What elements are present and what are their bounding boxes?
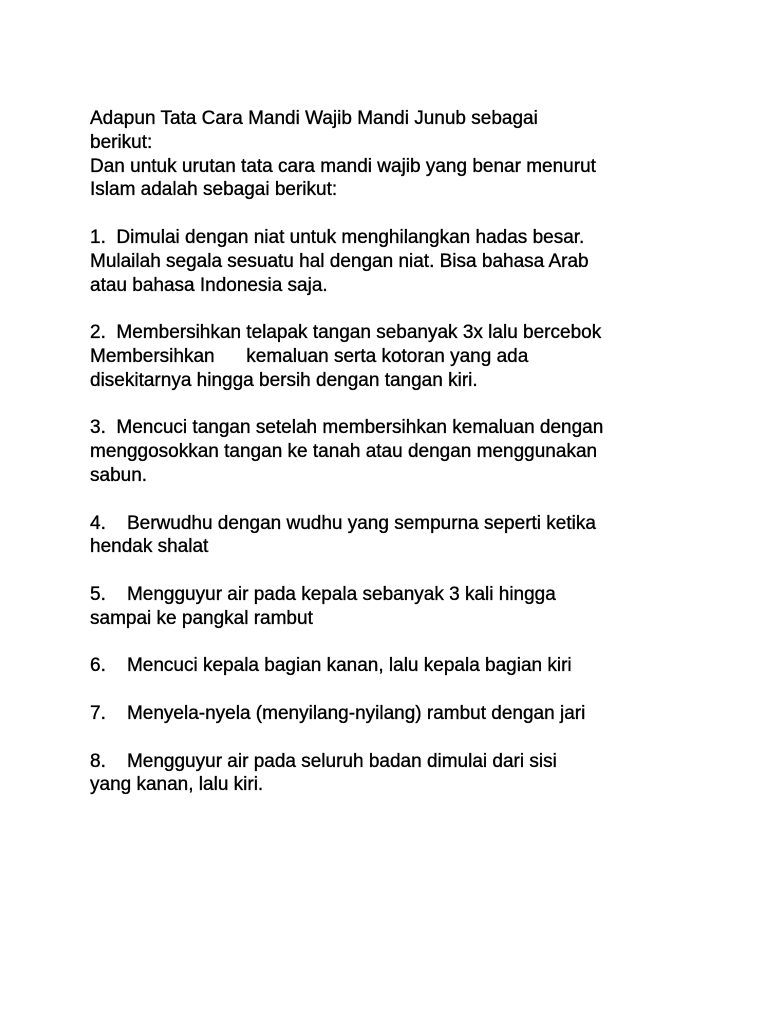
intro-paragraph bbox=[90, 107, 690, 202]
paragraph-gap bbox=[90, 202, 690, 226]
step-3 bbox=[90, 416, 690, 487]
step-line: 6. Mencuci kepala bagian kanan, lalu kepala bagian kiri bbox=[90, 655, 572, 677]
intro-line: Adapun Tata Cara Mandi Wajib Mandi Junub sebagai bbox=[90, 108, 538, 129]
step-1 bbox=[90, 226, 690, 297]
step-5 bbox=[90, 583, 690, 631]
step-line: sampai ke pangkal rambut bbox=[90, 607, 313, 629]
step-line: hendak shalat bbox=[90, 536, 209, 558]
step-line: Mulailah segala sesuatu hal dengan niat. Bisa bahasa Arab bbox=[90, 250, 589, 272]
paragraph-gap bbox=[90, 297, 690, 321]
step-7 bbox=[90, 702, 690, 726]
step-2 bbox=[90, 321, 690, 392]
step-line: 3. Mencuci tangan setelah membersihkan kemaluan dengan bbox=[90, 417, 604, 439]
step-line: sabun. bbox=[90, 464, 148, 486]
step-line: 7. Menyela-nyela (menyilang-nyilang) rambut dengan jari bbox=[90, 702, 586, 724]
step-6 bbox=[90, 654, 690, 678]
step-line: menggosokkan tangan ke tanah atau dengan menggunakan bbox=[90, 441, 598, 463]
intro-line: Islam adalah sebagai berikut: bbox=[90, 179, 338, 201]
step-line: 1. Dimulai dengan niat untuk menghilangkan hadas besar. bbox=[90, 226, 585, 248]
paragraph-gap bbox=[90, 678, 690, 702]
step-line: 2. Membersihkan telapak tangan sebanyak 3x lalu bercebok bbox=[90, 322, 602, 344]
step-line: atau bahasa Indonesia saja. bbox=[90, 274, 328, 296]
step-line: disekitarnya hingga bersih dengan tangan kiri. bbox=[90, 369, 478, 391]
step-line: 5. Mengguyur air pada kepala sebanyak 3 kali hingga bbox=[90, 583, 556, 605]
step-line: Membersihkan kemaluan serta kotoran yang ada bbox=[90, 345, 529, 367]
paragraph-gap bbox=[90, 393, 690, 417]
step-line: 8. Mengguyur air pada seluruh badan dimulai dari sisi bbox=[90, 750, 557, 772]
intro-line: berikut: bbox=[90, 131, 153, 153]
step-4 bbox=[90, 512, 690, 560]
paragraph-gap bbox=[90, 631, 690, 655]
document-body bbox=[90, 107, 690, 797]
intro-line: Dan untuk urutan tata cara mandi wajib yang benar menurut bbox=[90, 155, 596, 177]
paragraph-gap bbox=[90, 559, 690, 583]
paragraph-gap bbox=[90, 726, 690, 750]
step-line: yang kanan, lalu kiri. bbox=[90, 774, 264, 796]
paragraph-gap bbox=[90, 488, 690, 512]
step-8 bbox=[90, 750, 690, 798]
step-line: 4. Berwudhu dengan wudhu yang sempurna seperti ketika bbox=[90, 512, 596, 534]
